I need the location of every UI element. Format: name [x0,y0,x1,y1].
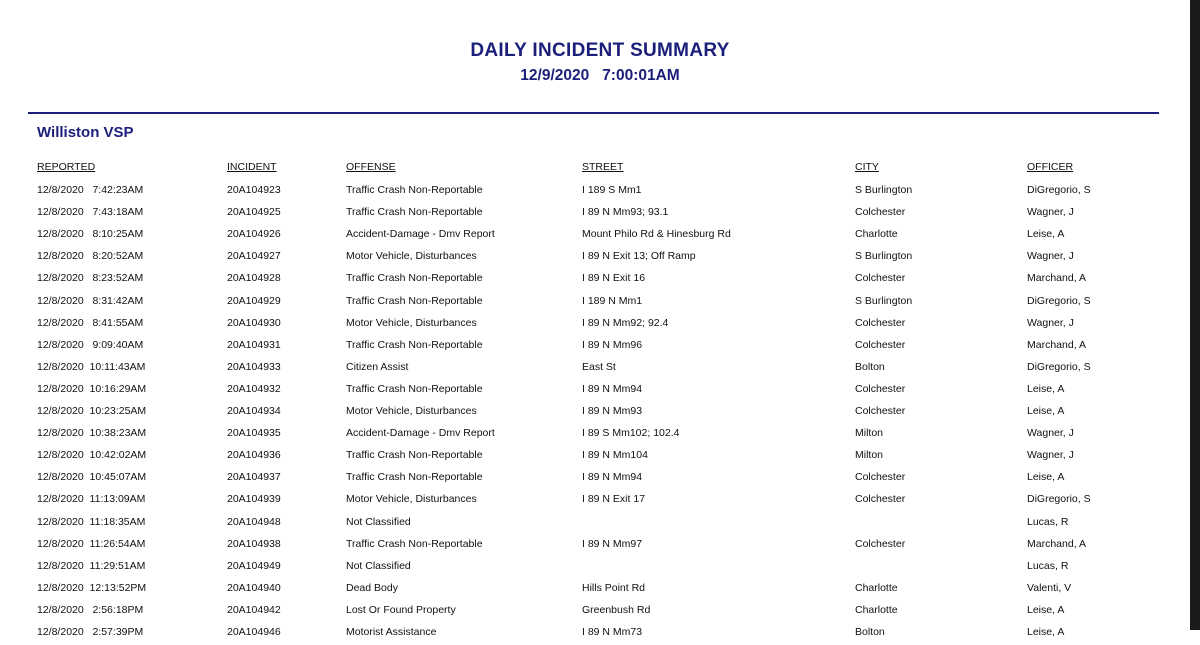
city-cell: Colchester [855,206,906,219]
table-row [0,338,1200,358]
column-header-officer: OFFICER [1027,161,1074,173]
officer-cell: Leise, A [1027,405,1065,417]
table-row [0,559,1200,579]
offense-cell: Motor Vehicle, Disturbances [346,405,477,417]
city-cell: Charlotte [855,228,898,241]
reported-cell: 12/8/2020 12:13:52PM [37,581,147,594]
reported-cell: 12/8/2020 10:23:25AM [37,405,147,417]
offense-cell: Traffic Crash Non-Reportable [346,471,483,484]
incident-cell: 20A104923 [227,184,281,196]
column-header-reported: REPORTED [37,161,96,173]
city-cell: Colchester [855,537,906,550]
city-cell: S Burlington [855,250,913,263]
incident-cell: 20A104946 [227,626,281,638]
street-cell: I 89 N Mm94 [582,382,643,395]
street-cell: I 89 N Exit 17 [582,493,646,506]
officer-cell: Wagner, J [1027,427,1074,440]
street-cell: I 89 N Mm92; 92.4 [582,316,669,329]
section-title: Williston VSP [37,124,134,141]
offense-cell: Dead Body [346,581,398,594]
offense-cell: Traffic Crash Non-Reportable [346,382,483,395]
city-cell: Charlotte [855,581,898,594]
incident-cell: 20A104942 [227,603,281,616]
street-cell: East St [582,360,616,373]
incident-cell: 20A104932 [227,382,281,395]
offense-cell: Traffic Crash Non-Reportable [346,206,483,219]
table-row [0,581,1200,601]
street-cell: Greenbush Rd [582,603,651,616]
table-row [0,249,1200,269]
offense-cell: Accident-Damage - Dmv Report [346,228,495,241]
offense-cell: Lost Or Found Property [346,603,456,616]
offense-cell: Traffic Crash Non-Reportable [346,272,483,285]
street-cell: I 89 S Mm102; 102.4 [582,427,680,440]
offense-cell: Motor Vehicle, Disturbances [346,250,477,263]
report-datetime: 12/9/2020 7:00:01AM [520,67,680,84]
officer-cell: DiGregorio, S [1027,294,1091,307]
offense-cell: Traffic Crash Non-Reportable [346,338,483,351]
reported-cell: 12/8/2020 8:41:55AM [37,316,144,329]
offense-cell: Traffic Crash Non-Reportable [346,449,483,462]
column-header-incident: INCIDENT [227,161,277,173]
header-divider [28,112,1159,114]
reported-cell: 12/8/2020 8:31:42AM [37,294,144,307]
street-cell: I 89 N Mm94 [582,471,643,484]
officer-cell: Marchand, A [1027,537,1086,550]
reported-cell: 12/8/2020 8:23:52AM [37,272,144,285]
reported-cell: 12/8/2020 11:26:54AM [37,537,146,550]
street-cell: Mount Philo Rd & Hinesburg Rd [582,228,731,241]
reported-cell: 12/8/2020 10:45:07AM [37,471,147,484]
street-cell: I 189 N Mm1 [582,294,643,307]
reported-cell: 12/8/2020 9:09:40AM [37,338,144,351]
reported-cell: 12/8/2020 11:18:35AM [37,515,146,528]
officer-cell: Wagner, J [1027,316,1074,329]
officer-cell: Marchand, A [1027,272,1086,285]
reported-cell: 12/8/2020 10:42:02AM [37,449,147,462]
offense-cell: Motor Vehicle, Disturbances [346,316,477,329]
incident-cell: 20A104934 [227,405,281,417]
officer-cell: Lucas, R [1027,515,1069,528]
table-row [0,448,1200,468]
offense-cell: Not Classified [346,515,411,528]
report-title: DAILY INCIDENT SUMMARY [470,40,730,61]
street-cell: I 89 N Mm97 [582,537,643,550]
officer-cell: Leise, A [1027,228,1065,241]
offense-cell: Motorist Assistance [346,626,437,638]
incident-cell: 20A104933 [227,360,281,373]
table-row [0,426,1200,446]
officer-cell: Valenti, V [1027,581,1072,594]
table-row [0,294,1200,314]
officer-cell: Wagner, J [1027,449,1074,462]
city-cell: Charlotte [855,603,898,616]
table-row [0,360,1200,380]
city-cell: Colchester [855,316,906,329]
reported-cell: 12/8/2020 8:10:25AM [37,228,144,241]
incident-cell: 20A104929 [227,294,281,307]
incident-cell: 20A104927 [227,250,281,263]
city-cell: Milton [855,449,884,462]
reported-cell: 12/8/2020 11:29:51AM [37,559,146,572]
table-row [0,470,1200,490]
table-row [0,603,1200,623]
street-cell: I 89 N Mm73 [582,626,643,638]
street-cell: I 89 N Mm96 [582,338,643,351]
city-cell: Colchester [855,338,906,351]
table-row [0,183,1200,203]
officer-cell: Wagner, J [1027,250,1074,263]
reported-cell: 12/8/2020 10:11:43AM [37,360,146,373]
incident-cell: 20A104937 [227,471,281,484]
reported-cell: 12/8/2020 7:43:18AM [37,206,144,219]
officer-cell: Leise, A [1027,603,1065,616]
table-row [0,382,1200,402]
table-row [0,492,1200,512]
table-header [0,160,1200,180]
city-cell: Colchester [855,405,906,417]
officer-cell: Leise, A [1027,626,1065,638]
street-cell: I 189 S Mm1 [582,184,642,196]
reported-cell: 12/8/2020 7:42:23AM [37,184,144,196]
incident-cell: 20A104935 [227,427,281,440]
officer-cell: Leise, A [1027,382,1065,395]
table-row [0,227,1200,247]
column-header-offense: OFFENSE [346,161,396,173]
incident-cell: 20A104925 [227,206,281,219]
incident-cell: 20A104948 [227,515,281,528]
incident-cell: 20A104928 [227,272,281,285]
incident-cell: 20A104938 [227,537,281,550]
incident-cell: 20A104936 [227,449,281,462]
officer-cell: Leise, A [1027,471,1065,484]
table-row [0,271,1200,291]
city-cell: Bolton [855,360,885,373]
officer-cell: Lucas, R [1027,559,1069,572]
city-cell: Colchester [855,471,906,484]
table-row [0,205,1200,225]
officer-cell: Wagner, J [1027,206,1074,219]
table-row [0,537,1200,557]
city-cell: S Burlington [855,184,913,196]
city-cell: Colchester [855,493,906,506]
table-row [0,316,1200,336]
offense-cell: Not Classified [346,559,411,572]
incident-cell: 20A104931 [227,338,281,351]
reported-cell: 12/8/2020 10:38:23AM [37,427,147,440]
table-row [0,625,1200,645]
city-cell: Colchester [855,382,906,395]
city-cell: S Burlington [855,294,913,307]
incident-cell: 20A104926 [227,228,281,241]
incident-cell: 20A104949 [227,559,281,572]
officer-cell: DiGregorio, S [1027,360,1091,373]
incident-cell: 20A104930 [227,316,281,329]
street-cell: I 89 N Exit 13; Off Ramp [582,250,696,263]
table-row [0,515,1200,535]
incident-cell: 20A104940 [227,581,281,594]
city-cell: Colchester [855,272,906,285]
street-cell: Hills Point Rd [582,581,646,594]
offense-cell: Citizen Assist [346,360,409,373]
officer-cell: Marchand, A [1027,338,1086,351]
officer-cell: DiGregorio, S [1027,493,1091,506]
street-cell: I 89 N Mm93 [582,405,643,417]
reported-cell: 12/8/2020 11:13:09AM [37,493,146,506]
officer-cell: DiGregorio, S [1027,184,1091,196]
street-cell: I 89 N Mm104 [582,449,648,462]
table-row [0,404,1200,424]
offense-cell: Traffic Crash Non-Reportable [346,294,483,307]
offense-cell: Accident-Damage - Dmv Report [346,427,495,440]
street-cell: I 89 N Exit 16 [582,272,646,285]
offense-cell: Traffic Crash Non-Reportable [346,537,483,550]
city-cell: Bolton [855,626,885,638]
reported-cell: 12/8/2020 2:57:39PM [37,626,144,638]
offense-cell: Traffic Crash Non-Reportable [346,184,483,196]
column-header-city: CITY [855,161,879,173]
column-header-street: STREET [582,161,624,173]
reported-cell: 12/8/2020 10:16:29AM [37,382,147,395]
offense-cell: Motor Vehicle, Disturbances [346,493,477,506]
reported-cell: 12/8/2020 8:20:52AM [37,250,144,263]
incident-cell: 20A104939 [227,493,281,506]
street-cell: I 89 N Mm93; 93.1 [582,206,669,219]
reported-cell: 12/8/2020 2:56:18PM [37,603,144,616]
city-cell: Milton [855,427,884,440]
